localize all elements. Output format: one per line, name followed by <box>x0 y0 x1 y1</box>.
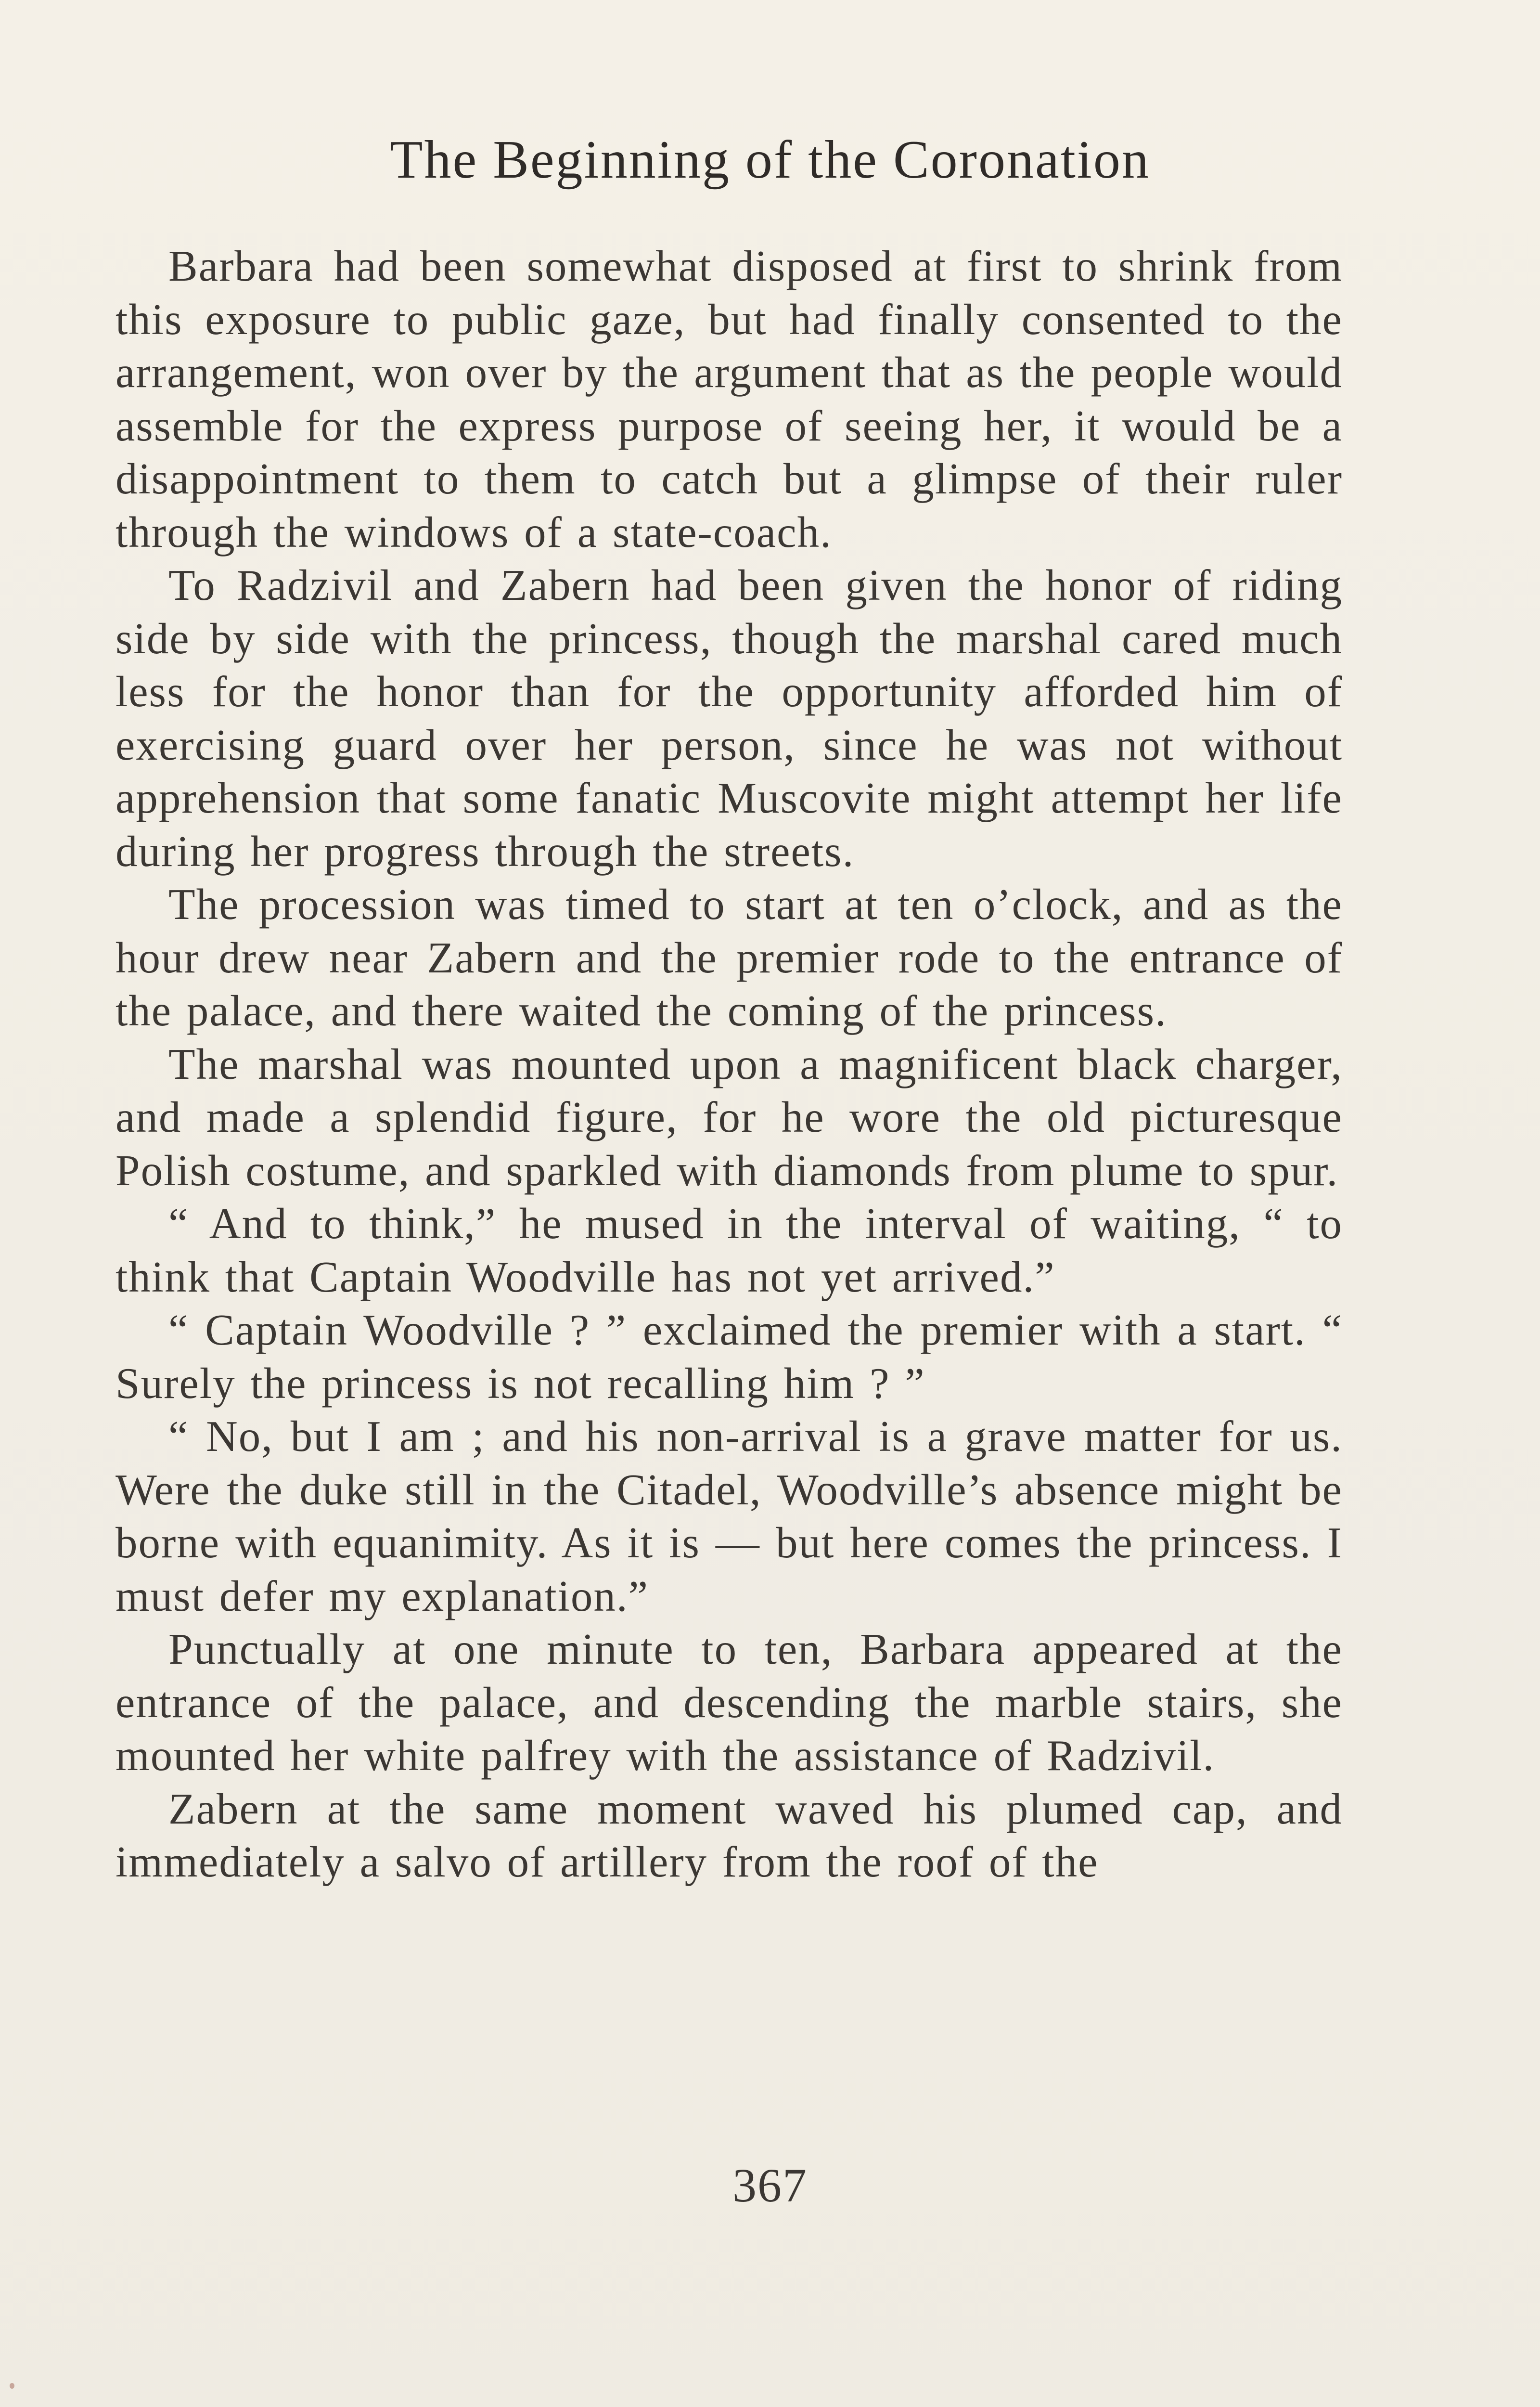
paragraph: To Radzivil and Zabern had been given the honor of riding side by side with the princess, though the marshal cared much less for the honor than for the opportunity afforded him of exercising guard over her person, since he was not without apprehension that some fanatic Muscovite might attempt her life during her progress through the streets. <box>116 561 1343 876</box>
paragraph: The marshal was mounted upon a magnificent black charger, and made a splendid figure, for he wore the old picturesque Polish costume, and sparkled with diamonds from plume to spur. <box>116 1039 1343 1195</box>
paragraph: Punctually at one minute to ten, Barbara appeared at the entrance of the palace, and descending the marble stairs, she mounted her white palfrey with the assistance of Radzivil. <box>116 1625 1343 1780</box>
paragraph-last: Zabern at the same moment waved his plumed cap, and immediately a salvo of artillery from the roof of the <box>116 1784 1343 1886</box>
paragraph: “ Captain Woodville ? ” exclaimed the premier with a start. “ Surely the princess is not recalling him ? ” <box>116 1306 1343 1408</box>
paragraph: The procession was timed to start at ten o’clock, and as the hour drew near Zabern and the premier rode to the entrance of the palace, and there waited the coming of the princess. <box>116 880 1343 1035</box>
body-text <box>116 240 1343 1889</box>
paragraph: Barbara had been somewhat disposed at first to shrink from this exposure to public gaze, but had finally consented to the arrangement, won over by the argument that as the people would assemble for the express purpose of seeing her, it would be a disappointment to them to catch but a glimpse of their ruler through the windows of a state-coach. <box>116 242 1343 556</box>
paragraph: “ And to think,” he mused in the interval of waiting, “ to think that Captain Woodville has not yet arrived.” <box>116 1199 1343 1301</box>
paper-speck <box>10 2383 14 2389</box>
page-number: 367 <box>732 2159 808 2212</box>
running-head: The Beginning of the Coronation <box>390 130 1150 190</box>
paragraph: “ No, but I am ; and his non-arrival is a grave matter for us. Were the duke still in the Citadel, Woodville’s absence might be borne with equanimity. As it is — but here comes the princess. I must defer my explanation.” <box>116 1412 1343 1620</box>
